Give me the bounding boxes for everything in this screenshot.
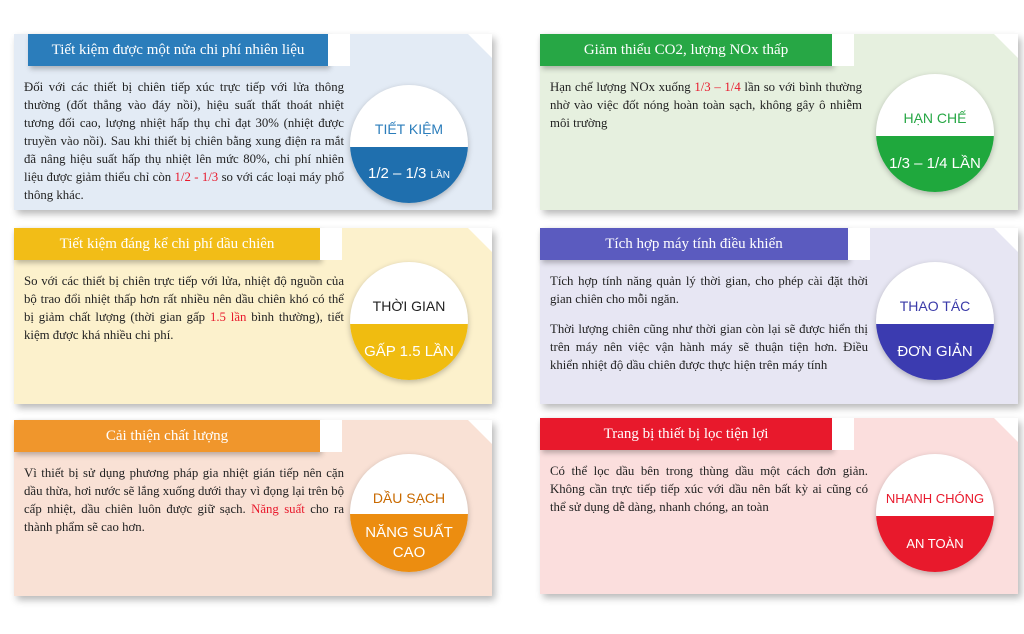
badge-top-text: DẦU SẠCH — [372, 490, 446, 506]
card-title-text: Tiết kiệm được một nửa chi phí nhiên liệu — [51, 41, 305, 58]
card-text: Vì thiết bị sử dụng phương pháp gia nhiệt gián tiếp nên cặn dầu thừa, hơi nước sẽ lắng xuống dưới thay vì đọng lại trên bộ cấp nhiệt, dầu chiên luôn được giữ sạch. — [24, 466, 344, 516]
badge-circle — [876, 454, 994, 572]
card-title-text: Trang bị thiết bị lọc tiện lợi — [603, 425, 769, 442]
badge-top-label — [350, 262, 468, 320]
card-body — [550, 78, 862, 132]
folded-corner — [468, 228, 492, 252]
badge-top-label — [876, 454, 994, 512]
card-title-text: Tiết kiệm đáng kể chi phí dầu chiên — [59, 235, 275, 252]
badge-bottom-label — [350, 514, 468, 572]
card-title-text: Cải thiện chất lượng — [105, 427, 229, 444]
badge-top-label — [350, 454, 468, 512]
badge-top-label — [876, 262, 994, 320]
badge-bottom-text: GẤP 1.5 LẦN — [364, 343, 454, 360]
card-text-highlight: 1/3 – 1/4 — [694, 80, 741, 94]
card-text: Có thể lọc dầu bên trong thùng dầu một cách đơn giản. Không cần trực tiếp tiếp xúc với dầu nên bất kỳ ai cũng có thể sử dụng dễ dàng, nhanh chóng, an toàn — [550, 464, 868, 514]
card-text: cho ra thành phẩm sẽ cao hơn. — [24, 502, 344, 534]
badge-top-label — [876, 74, 994, 132]
badge-bottom-text: ĐƠN GIẢN — [897, 343, 973, 360]
badge-bottom-text: NĂNG SUẤT CAO — [365, 524, 453, 561]
card-paragraph: Thời lượng chiên cũng như thời gian còn lại sẽ được hiển thị trên máy nên việc vận hành máy sẽ thuận tiện hơn. Điều khiển nhiệt độ dầu chiên được thực hiện trên máy tính — [550, 322, 868, 372]
card-body — [24, 272, 344, 344]
card-paragraph: Tích hợp tính năng quản lý thời gian, cho phép cài đặt thời gian chiên cho mỗi ngăn. — [550, 274, 868, 306]
card-title-text: Giảm thiểu CO2, lượng NOx thấp — [583, 41, 789, 58]
card-text: So với các thiết bị chiên trực tiếp với lửa, nhiệt độ nguồn của bộ trao đổi nhiệt thấp hơn rất nhiều nên dầu chiên khó có thể bị giảm chất lượng (thời gian gấp — [24, 274, 344, 324]
badge-bottom-label — [350, 324, 468, 380]
card-text: lần so với bình thường nhờ vào việc đốt nóng hoàn toàn sạch, không gây ô nhiễm môi trường — [550, 80, 862, 130]
card-title-text: Tích hợp máy tính điều khiển — [605, 235, 783, 252]
badge-circle — [350, 262, 468, 380]
folded-corner — [468, 420, 492, 444]
badge-top-text: THỜI GIAN — [372, 298, 446, 314]
badge-top-text: HẠN CHẾ — [903, 110, 967, 126]
card-title — [540, 34, 832, 66]
badge-circle — [876, 262, 994, 380]
card-title — [28, 34, 328, 66]
card-title — [14, 228, 320, 260]
badge-circle — [350, 454, 468, 572]
card-computer — [540, 228, 1018, 404]
card-title — [540, 418, 832, 450]
card-text-highlight: 1.5 lần — [209, 310, 247, 324]
card-co2 — [540, 34, 1018, 210]
folded-corner — [994, 34, 1018, 58]
card-title — [540, 228, 848, 260]
card-text: Đối với các thiết bị chiên tiếp xúc trực tiếp với lửa thông thường (đốt thẳng vào đáy nồi), hiệu suất thất thoát nhiệt tương đối cao, lượng nhiệt hấp thụ chỉ đạt 30% (nhiệt được truyền vào nồi). Sau khi thiết bị chiên bằng xung điện ra mắt đã nâng hiệu suất hấp thụ nhiệt lên mức 80%, chi phí nhiên liệu được giảm thiểu chỉ còn — [24, 80, 344, 184]
card-filter — [540, 418, 1018, 594]
badge-bottom-text: AN TOÀN — [906, 536, 964, 551]
card-title — [14, 420, 320, 452]
card-text-highlight: 1/2 - 1/3 — [174, 170, 219, 184]
card-body — [24, 78, 344, 204]
card-quality — [14, 420, 492, 596]
folded-corner — [468, 34, 492, 58]
badge-bottom-text: 1/2 – 1/3 LẦN — [367, 165, 450, 182]
card-fuel — [14, 34, 492, 210]
badge-bottom-label — [876, 324, 994, 380]
card-body — [24, 464, 344, 536]
folded-corner — [994, 228, 1018, 252]
badge-bottom-label — [876, 516, 994, 572]
card-body — [550, 462, 868, 516]
card-text: Hạn chế lượng NOx xuống — [550, 80, 695, 94]
badge-circle — [876, 74, 994, 192]
badge-top-text: THAO TÁC — [899, 298, 971, 314]
badge-circle — [350, 85, 468, 203]
badge-top-text: TIẾT KIỆM — [374, 121, 444, 137]
card-text: so với các loại máy phổ thông khác. — [24, 170, 344, 202]
badge-top-text: NHANH CHÓNG — [885, 491, 985, 506]
card-oil — [14, 228, 492, 404]
badge-bottom-text: 1/3 – 1/4 LẦN — [889, 155, 981, 172]
folded-corner — [994, 418, 1018, 442]
card-body — [550, 272, 868, 386]
badge-top-label — [350, 85, 468, 143]
badge-bottom-label — [350, 147, 468, 203]
card-text: bình thường), tiết kiệm được khá nhiều chi phí. — [24, 310, 344, 342]
badge-bottom-label — [876, 136, 994, 192]
card-text-highlight: Năng suất — [251, 502, 305, 516]
